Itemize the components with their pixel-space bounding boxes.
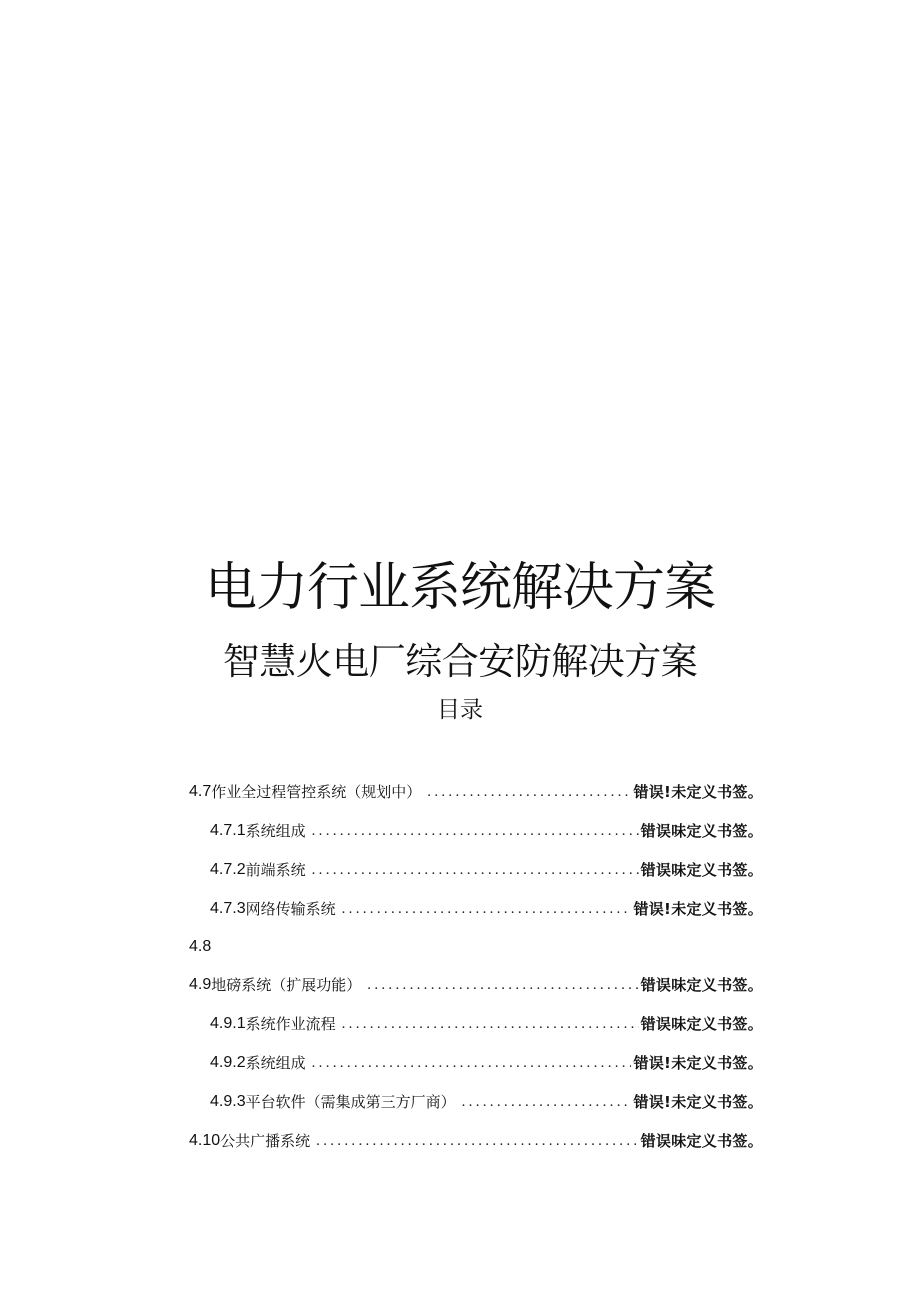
toc-leader-dots xyxy=(312,1049,632,1077)
toc-entry[interactable] xyxy=(189,933,211,961)
toc-entry-page-ref: 错误味定义书签。 xyxy=(640,861,763,879)
toc-entry[interactable] xyxy=(210,1010,763,1038)
toc-entry-page-ref: 错误味定义书签。 xyxy=(640,1132,763,1150)
toc-entry-title: 系统组成 xyxy=(245,822,306,840)
toc-entry[interactable] xyxy=(189,778,763,806)
toc-entry-number: 4.9.1 xyxy=(210,1015,246,1032)
toc-entry-title: 平台软件（需集成第三方厂商） xyxy=(245,1093,456,1111)
toc-entry-title: 系统组成 xyxy=(245,1054,306,1072)
toc-entry-number: 4.9.3 xyxy=(210,1093,246,1110)
toc-entry-page-ref: 错误!未定义书签。 xyxy=(633,1054,763,1072)
document-subtitle: 智慧火电厂综合安防解决方案 xyxy=(222,640,698,683)
toc-entry[interactable] xyxy=(210,856,763,884)
toc-entry-number: 4.9.2 xyxy=(210,1054,246,1071)
toc-entry-title: 公共广播系统 xyxy=(220,1132,311,1150)
toc-leader-dots xyxy=(462,1088,632,1116)
toc-heading: 目录 xyxy=(437,697,483,723)
toc-entry-title: 地磅系统（扩展功能） xyxy=(211,976,362,994)
toc-leader-dots xyxy=(312,817,639,845)
toc-entry-page-ref: 错误味定义书签。 xyxy=(640,976,763,994)
toc-entry[interactable] xyxy=(210,1088,763,1116)
toc-leader-dots xyxy=(342,1010,639,1038)
toc-entry-number: 4.7 xyxy=(189,783,212,800)
toc-entry-number: 4.8 xyxy=(189,938,212,955)
toc-entry[interactable] xyxy=(189,971,763,999)
toc-leader-dots xyxy=(427,778,631,806)
toc-entry-number: 4.9 xyxy=(189,976,212,993)
toc-entry[interactable] xyxy=(210,1049,763,1077)
toc-entry-number: 4.7.3 xyxy=(210,900,246,917)
toc-entry-title: 网络传输系统 xyxy=(245,900,336,918)
toc-entry-page-ref: 错误!未定义书签。 xyxy=(633,783,763,801)
toc-entry-number: 4.7.1 xyxy=(210,822,246,839)
document-title: 电力行业系统解决方案 xyxy=(204,558,715,618)
toc-entry-title: 作业全过程管控系统（规划中） xyxy=(211,783,422,801)
toc-entry[interactable] xyxy=(210,817,763,845)
toc-entry-title: 系统作业流程 xyxy=(245,1015,336,1033)
toc-entry[interactable] xyxy=(210,895,763,923)
toc-entry-title: 前端系统 xyxy=(245,861,306,879)
toc-entry-page-ref: 错误!未定义书签。 xyxy=(633,1093,763,1111)
toc-entry-number: 4.7.2 xyxy=(210,861,246,878)
toc-leader-dots xyxy=(312,856,639,884)
toc-entry-number: 4.10 xyxy=(189,1132,221,1149)
toc-leader-dots xyxy=(367,971,638,999)
toc-entry[interactable] xyxy=(189,1127,763,1155)
toc-entry-page-ref: 错误味定义书签。 xyxy=(640,822,763,840)
toc-entry-page-ref: 错误味定义书签。 xyxy=(640,1015,763,1033)
toc-leader-dots xyxy=(342,895,632,923)
toc-entry-page-ref: 错误!未定义书签。 xyxy=(633,900,763,918)
toc-leader-dots xyxy=(316,1127,638,1155)
